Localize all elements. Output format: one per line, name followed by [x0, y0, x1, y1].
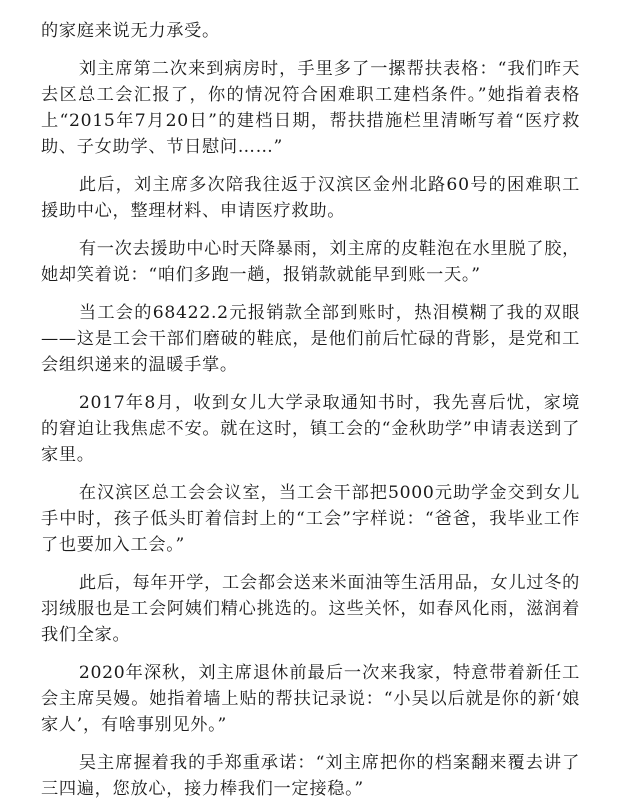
paragraph: 在汉滨区总工会会议室，当工会干部把5000元助学金交到女儿手中时，孩子低头盯着信封上的“工会”字样说：“爸爸，我毕业工作了也要加入工会。”	[41, 483, 580, 555]
paragraph: 此后，刘主席多次陪我往返于汉滨区金州北路60号的困难职工援助中心，整理材料、申请医疗救助。	[41, 175, 580, 221]
paragraph: 吴主席握着我的手郑重承诺：“刘主席把你的档案翻来覆去讲了三四遍，您放心，接力棒我们一定接稳。”	[41, 753, 580, 799]
paragraph: 刘主席第二次来到病房时，手里多了一摞帮扶表格：“我们昨天去区总工会汇报了，你的情况符合困难职工建档条件。”她指着表格上“2015年7月20日”的建档日期，帮扶措施栏里清晰写着“医疗救助、子女助学、节日慰问……”	[41, 59, 580, 157]
paragraph: 有一次去援助中心时天降暴雨，刘主席的皮鞋泡在水里脱了胶，她却笑着说：“咱们多跑一趟，报销款就能早到账一天。”	[41, 239, 580, 285]
paragraph-continuation: 的家庭来说无力承受。	[41, 21, 220, 41]
paragraph: 当工会的68422.2元报销款全部到账时，热泪模糊了我的双眼——这是工会干部们磨破的鞋底，是他们前后忙碌的背影，是党和工会组织递来的温暖手掌。	[41, 303, 580, 375]
paragraph: 2017年8月，收到女儿大学录取通知书时，我先喜后忧，家境的窘迫让我焦虑不安。就在这时，镇工会的“金秋助学”申请表送到了家里。	[41, 393, 580, 465]
paragraph: 2020年深秋，刘主席退休前最后一次来我家，特意带着新任工会主席吴嫚。她指着墙上贴的帮扶记录说：“小吴以后就是你的新‘娘家人’，有啥事别见外。”	[41, 663, 580, 735]
paragraph: 此后，每年开学，工会都会送来米面油等生活用品，女儿过冬的羽绒服也是工会阿姨们精心挑选的。这些关怀，如春风化雨，滋润着我们全家。	[41, 573, 580, 645]
